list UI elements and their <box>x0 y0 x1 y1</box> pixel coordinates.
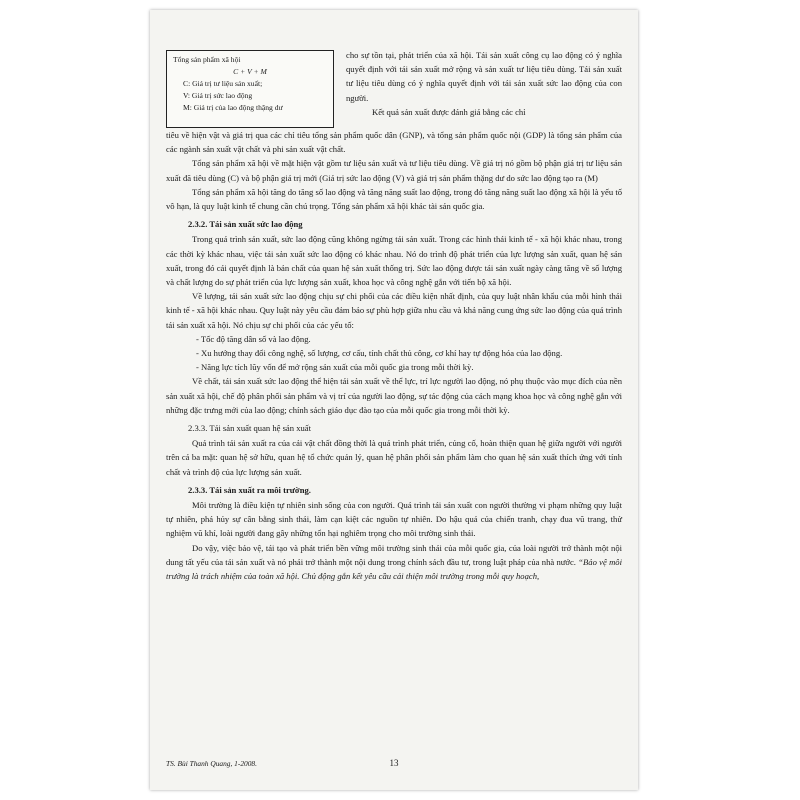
quote-text: “Bảo vệ môi trường là trách nhiệm của toàn xã hội. Chủ động gắn kết yêu cầu cải thiện môi trường trong mỗi quy hoạch, <box>166 556 622 582</box>
section-heading: 2.3.3. Tái sản xuất ra môi trường. <box>188 484 311 495</box>
section-heading: 2.3.3. Tái sản xuất quan hệ sản xuất <box>188 423 311 434</box>
paragraph: Về lượng, tái sản xuất sức lao động chịu sự chi phối của các điều kiện nhất định, của quy luật nhân khẩu của mỗi hình thái kinh tế - xã hội khác nhau. Quy luật này yêu cầu đảm bảo sự phù hợp giữa nhu cầu và khả năng cung ứng sức lao động của quá trình tái sản xuất xã hội. Nó chịu sự chi phối của các yếu tố: <box>166 291 622 330</box>
list-item: - Tốc độ tăng dân số và lao động. <box>196 333 311 344</box>
page-number: 13 <box>389 758 399 768</box>
paragraph: Tổng sản phẩm xã hội tăng do tăng số lao động và tăng năng suất lao động, trong đó tăng năng suất lao động xã hội là yếu tố vô hạn, là quy luật kinh tế chung cần chú trọng. Tổng sản phẩm xã hội khác tài sản quốc gia. <box>166 186 622 212</box>
list-item: - Năng lực tích lũy vốn để mở rộng sản xuất của mỗi quốc gia trong mỗi thời kỳ. <box>196 362 474 373</box>
list-item: - Xu hướng thay đổi công nghệ, số lượng, cơ cấu, tính chất thủ công, cơ khí hay tự động hóa của lao động. <box>196 348 563 359</box>
paragraph: Môi trường là điều kiện tự nhiên sinh sống của con người. Quá trình tái sản xuất con người thường vi phạm những quy luật tự nhiên, phá hủy sự cân bằng sinh thái, làm cạn kiệt các nguồn tự nhiên. Do hậu quả của chiến tranh, chạy đua vũ trang, thử nghiệm vũ khí, loài người đang gây những tổn hại nghiêm trọng cho môi trường sinh thái. <box>166 500 622 539</box>
paragraph: Về chất, tái sản xuất sức lao động thể hiện tái sản xuất về thể lực, trí lực người lao động, nó phụ thuộc vào mục đích của nền sản xuất xã hội, chế độ phân phối sản phẩm và vị trí của người lao động, sự tác động của cách mạng khoa học và công nghệ gắn với những đặc trưng mới của lao động; chính sách giáo dục đào tạo của mỗi quốc gia trong mỗi thời kỳ. <box>166 376 622 415</box>
book-page <box>150 10 638 790</box>
paragraph: Trong quá trình sản xuất, sức lao động cũng không ngừng tái sản xuất. Trong các hình thái kinh tế - xã hội khác nhau, trong các thời kỳ khác nhau, việc tái sản xuất sức lao động có khác nhau. Nó do trình độ phát triển của lực lượng sản xuất, quan hệ sản xuất, trong đó cái quyết định là bản chất của quan hệ sản xuất thống trị. Sức lao động được tái sản xuất ngày càng tăng về số lượng và chất lượng do sự phát triển của lực lượng sản xuất, khoa học và công nghệ gắn với tiến bộ xã hội. <box>166 234 622 288</box>
section-heading: 2.3.2. Tái sản xuất sức lao động <box>188 219 303 230</box>
paragraph: tiêu về hiện vật và giá trị qua các chỉ tiêu tổng sản phẩm quốc dân (GNP), và tổng sản phẩm quốc nội (GDP) là tổng sản phẩm của các ngành sản xuất vật chất và phi sản xuất vật chất. <box>166 130 622 155</box>
box-item-v: V: Giá trị sức lao động <box>183 91 253 100</box>
paragraph: cho sự tồn tại, phát triển của xã hội. Tái sản xuất công cụ lao động có ý nghĩa quyết định với tái sản xuất mở rộng và sản xuất tư liệu tiêu dùng. Tái sản xuất tư liệu tiêu dùng có ý nghĩa quyết định với tái sản xuất sức lao động của con người. <box>346 50 622 103</box>
formula-box <box>166 50 334 128</box>
paragraph-text: Do vậy, việc bảo vệ, tái tạo và phát triển bền vững môi trường sinh thái của mỗi quốc gia, của loài người trở thành một nội dung tất yếu của tái sản xuất và nó phải trở thành một nội dung trong chính sách đầu tư, trong luật pháp của nhà nước. <box>166 542 622 567</box>
paragraph <box>166 541 622 584</box>
box-title: Tổng sản phẩm xã hội <box>173 55 241 64</box>
box-item-m: M: Giá trị của lao động thặng dư <box>183 103 283 112</box>
footer-author: TS. Bùi Thanh Quang, 1-2008. <box>166 759 257 768</box>
box-item-c: C: Giá trị tư liệu sản xuất; <box>183 79 263 88</box>
paragraph: Tổng sản phẩm xã hội về mặt hiện vật gồm tư liệu sản xuất và tư liệu tiêu dùng. Về giá trị nó gồm bộ phận giá trị tư liệu sản xuất đã tiêu dùng (C) và bộ phận giá trị mới (Giá trị sức lao động (V) và giá trị sản phẩm thặng dư do sức lao động tạo ra (M) <box>166 158 622 183</box>
box-formula: C + V + M <box>233 67 267 76</box>
paragraph: Kết quả sản xuất được đánh giá bằng các chỉ <box>372 106 526 117</box>
body-text <box>166 128 622 583</box>
right-column-text <box>346 48 622 119</box>
paragraph: Quá trình tái sản xuất ra của cải vật chất đồng thời là quá trình phát triển, củng cố, hoàn thiện quan hệ giữa người với người trên cả ba mặt: quan hệ sở hữu, quan hệ tổ chức quản lý, quan hệ phân phối sản phẩm làm cho quan hệ sản xuất thích ứng với tính chất và trình độ của lực lượng sản xuất. <box>166 438 622 477</box>
